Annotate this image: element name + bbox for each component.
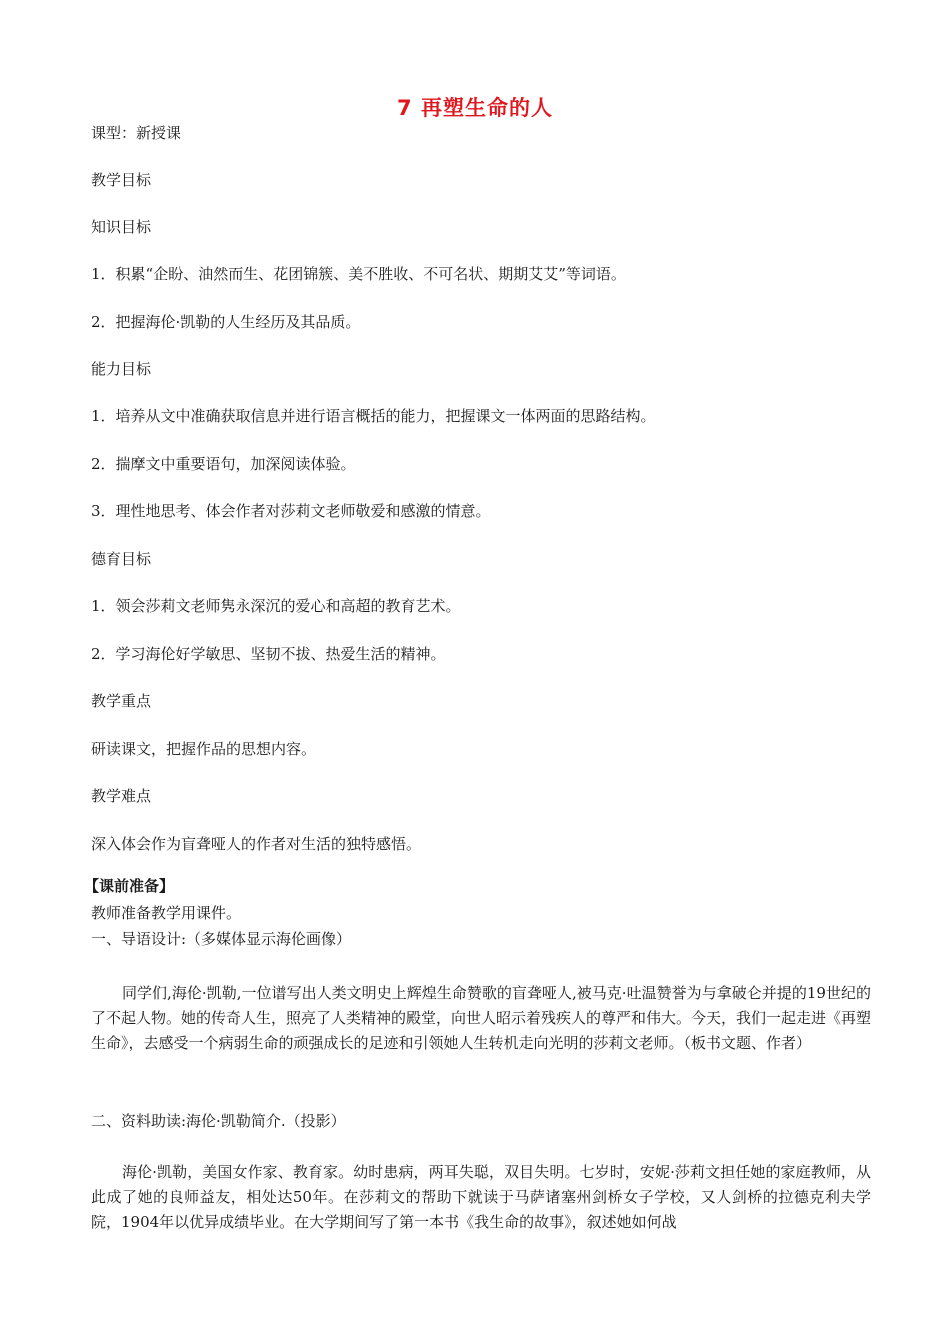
course-type: 课型：新授课 xyxy=(91,124,182,142)
key-point-heading: 教学重点 xyxy=(91,692,152,710)
ability-item-1: 1．培养从文中准确获取信息并进行语言概括的能力，把握课文一体两面的思路结构。 xyxy=(91,407,656,425)
moral-item-1: 1．领会莎莉文老师隽永深沉的爱心和高超的教育艺术。 xyxy=(91,597,461,615)
knowledge-item-1: 1．积累“企盼、油然而生、花团锦簇、美不胜收、不可名状、期期艾艾”等词语。 xyxy=(91,265,626,283)
resource-paragraph: 海伦·凯勒，美国女作家、教育家。幼时患病，两耳失聪，双目失明。七岁时，安妮·莎莉文担任她的家庭教师，从此成了她的良师益友，相处达50年。在莎莉文的帮助下就读于马萨诸塞州剑桥女子学校，又人剑桥的拉德克利夫学院，1904年以优异成绩毕业。在大学期间写了第一本书《我生命的故事》，叙述她如何战 xyxy=(91,1163,871,1231)
ability-item-3: 3．理性地思考、体会作者对莎莉文老师敬爱和感激的情意。 xyxy=(91,502,491,520)
prep-text: 教师准备教学用课件。 xyxy=(91,904,242,922)
page-title: 7 再塑生命的人 xyxy=(397,96,553,120)
moral-heading: 德育目标 xyxy=(91,550,152,568)
teaching-goals-heading: 教学目标 xyxy=(91,171,152,189)
resource-heading: 二、资料助读:海伦·凯勒简介.（投影） xyxy=(91,1112,346,1130)
knowledge-heading: 知识目标 xyxy=(91,218,152,236)
difficulty-heading: 教学难点 xyxy=(91,787,152,805)
intro-heading: 一、导语设计:（多媒体显示海伦画像） xyxy=(91,930,352,948)
knowledge-item-2: 2．把握海伦·凯勒的人生经历及其品质。 xyxy=(91,313,361,331)
difficulty-text: 深入体会作为盲聋哑人的作者对生活的独特感悟。 xyxy=(91,835,422,853)
moral-item-2: 2．学习海伦好学敏思、坚韧不拔、热爱生活的精神。 xyxy=(91,645,446,663)
ability-heading: 能力目标 xyxy=(91,360,152,378)
prep-heading: 【课前准备】 xyxy=(84,877,175,895)
intro-paragraph: 同学们,海伦·凯勒,一位谱写出人类文明史上辉煌生命赞歌的盲聋哑人,被马克·吐温赞誉为与拿破仑并提的19世纪的了不起人物。她的传奇人生，照亮了人类精神的殿堂，向世人昭示着残疾人的尊严和伟大。今天，我们一起走进《再塑生命》，去感受一个病弱生命的顽强成长的足迹和引领她人生转机走向光明的莎莉文老师。（板书文题、作者） xyxy=(91,984,872,1052)
key-point-text: 研读课文，把握作品的思想内容。 xyxy=(91,740,317,758)
ability-item-2: 2．揣摩文中重要语句，加深阅读体验。 xyxy=(91,455,356,473)
